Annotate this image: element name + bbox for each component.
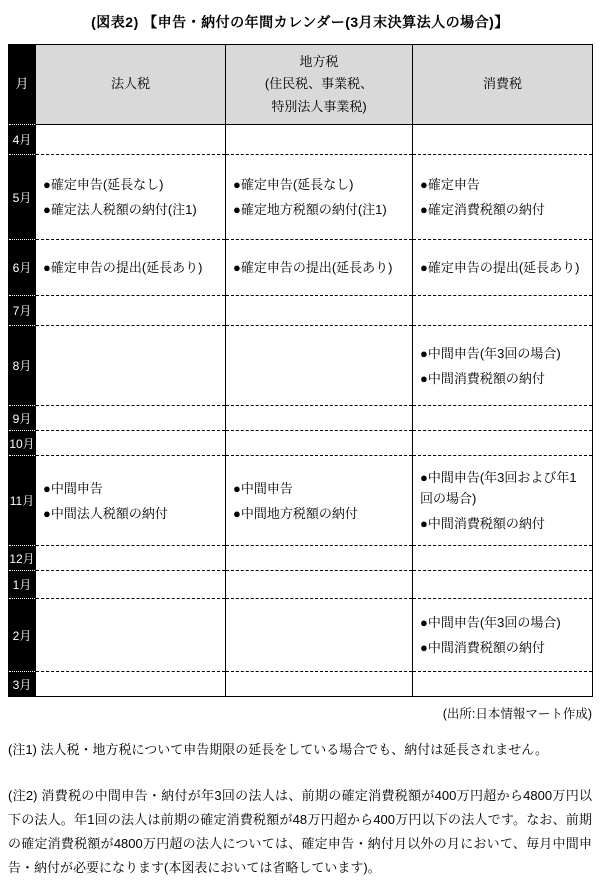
- local-tax-cell: [226, 546, 413, 571]
- corporate-tax-cell: [36, 240, 226, 296]
- consumption-tax-cell: [413, 125, 593, 155]
- table-row: [9, 296, 593, 326]
- month-cell: 1月: [9, 571, 36, 599]
- consumption-tax-cell: [413, 546, 593, 571]
- local-tax-cell: [226, 240, 413, 296]
- consumption-tax-cell: [413, 406, 593, 431]
- header-local-tax: [226, 45, 413, 125]
- corporate-tax-cell: [36, 296, 226, 326]
- table-row: [9, 125, 593, 155]
- bullet-item: ●中間消費税額の納付: [420, 640, 545, 655]
- month-cell: 4月: [9, 125, 36, 155]
- header-month: 月: [9, 45, 36, 125]
- month-cell: 8月: [9, 326, 36, 406]
- local-tax-cell: [226, 456, 413, 546]
- header-row: [9, 45, 593, 125]
- note-2: (注2) 消費税の中間申告・納付が年3回の法人は、前期の確定消費税額が400万円超から4800万円以下の法人。年1回の法人は前期の確定消費税額が48万円超から400万円以下の法人です。なお、前期の確定消費税額が4800万円超の法人については、確定申告・納付月以外の月において、毎月中間申告・納付が必要になります(本図表においては省略しています)。: [8, 788, 592, 876]
- bullet-item: ●確定消費税額の納付: [420, 202, 545, 217]
- bullet-item: ●中間消費税額の納付: [420, 516, 545, 531]
- table-row: [9, 326, 593, 406]
- bullet-item: ●確定法人税額の納付(注1): [43, 202, 197, 217]
- local-tax-cell: [226, 431, 413, 456]
- figure-title: (図表2) 【申告・納付の年間カレンダー(3月末決算法人の場合)】: [91, 14, 509, 30]
- table-row: [9, 456, 593, 546]
- header-local-tax-line2: (住民税、事業税、: [264, 76, 374, 92]
- local-tax-cell: [226, 571, 413, 599]
- bullet-item: ●中間申告(年3回および年1回の場合): [420, 470, 577, 506]
- table-row: [9, 406, 593, 431]
- corporate-tax-cell: [36, 456, 226, 546]
- table-row: [9, 599, 593, 672]
- consumption-tax-cell: [413, 672, 593, 697]
- consumption-tax-cell: [413, 240, 593, 296]
- bullet-item: ●中間申告: [43, 480, 103, 496]
- bullet-item: ●確定地方税額の納付(注1): [233, 202, 387, 217]
- corporate-tax-cell: [36, 326, 226, 406]
- source-note: (出所:日本情報マート作成): [442, 707, 592, 721]
- corporate-tax-cell: [36, 125, 226, 155]
- corporate-tax-cell: [36, 599, 226, 672]
- local-tax-cell: [226, 155, 413, 240]
- month-cell: 12月: [9, 546, 36, 571]
- bullet-item: ●確定申告(延長なし): [233, 177, 354, 192]
- corporate-tax-cell: [36, 155, 226, 240]
- bullet-item: ●中間法人税額の納付: [43, 505, 168, 521]
- bullet-item: ●確定申告の提出(延長あり): [43, 260, 203, 275]
- consumption-tax-cell: [413, 431, 593, 456]
- table-row: [9, 571, 593, 599]
- month-cell: 3月: [9, 672, 36, 697]
- corporate-tax-cell: [36, 406, 226, 431]
- table-row: [9, 431, 593, 456]
- bullet-item: ●中間申告: [233, 480, 293, 496]
- header-local-tax-line1: 地方税: [299, 54, 339, 70]
- header-consumption-tax: 消費税: [413, 45, 593, 125]
- bullet-item: ●確定申告の提出(延長あり): [420, 260, 580, 275]
- table-row: [9, 546, 593, 571]
- consumption-tax-cell: [413, 599, 593, 672]
- consumption-tax-cell: [413, 326, 593, 406]
- bullet-item: ●中間申告(年3回の場合): [420, 345, 561, 361]
- month-cell: 11月: [9, 456, 36, 546]
- corporate-tax-cell: [36, 672, 226, 697]
- table-row: [9, 672, 593, 697]
- header-local-tax-line3: 特別法人事業税): [271, 98, 367, 114]
- corporate-tax-cell: [36, 546, 226, 571]
- header-corporate-tax: 法人税: [36, 45, 226, 125]
- local-tax-cell: [226, 599, 413, 672]
- consumption-tax-cell: [413, 571, 593, 599]
- corporate-tax-cell: [36, 571, 226, 599]
- consumption-tax-cell: [413, 456, 593, 546]
- month-cell: 10月: [9, 431, 36, 456]
- bullet-item: ●確定申告: [420, 177, 480, 192]
- local-tax-cell: [226, 296, 413, 326]
- month-cell: 2月: [9, 599, 36, 672]
- corporate-tax-cell: [36, 431, 226, 456]
- bullet-item: ●中間消費税額の納付: [420, 370, 545, 386]
- table-row: [9, 240, 593, 296]
- bullet-item: ●確定申告の提出(延長あり): [233, 260, 393, 275]
- local-tax-cell: [226, 672, 413, 697]
- note-1: (注1) 法人税・地方税について申告期限の延長をしている場合でも、納付は延長されません。: [8, 742, 549, 757]
- tax-calendar-table: [8, 44, 593, 697]
- month-cell: 6月: [9, 240, 36, 296]
- local-tax-cell: [226, 125, 413, 155]
- local-tax-cell: [226, 326, 413, 406]
- consumption-tax-cell: [413, 296, 593, 326]
- month-cell: 9月: [9, 406, 36, 431]
- local-tax-cell: [226, 406, 413, 431]
- calendar-body: [9, 125, 593, 697]
- month-cell: 5月: [9, 155, 36, 240]
- bullet-item: ●中間申告(年3回の場合): [420, 615, 561, 630]
- table-row: [9, 155, 593, 240]
- consumption-tax-cell: [413, 155, 593, 240]
- bullet-item: ●中間地方税額の納付: [233, 505, 358, 521]
- month-cell: 7月: [9, 296, 36, 326]
- bullet-item: ●確定申告(延長なし): [43, 177, 164, 192]
